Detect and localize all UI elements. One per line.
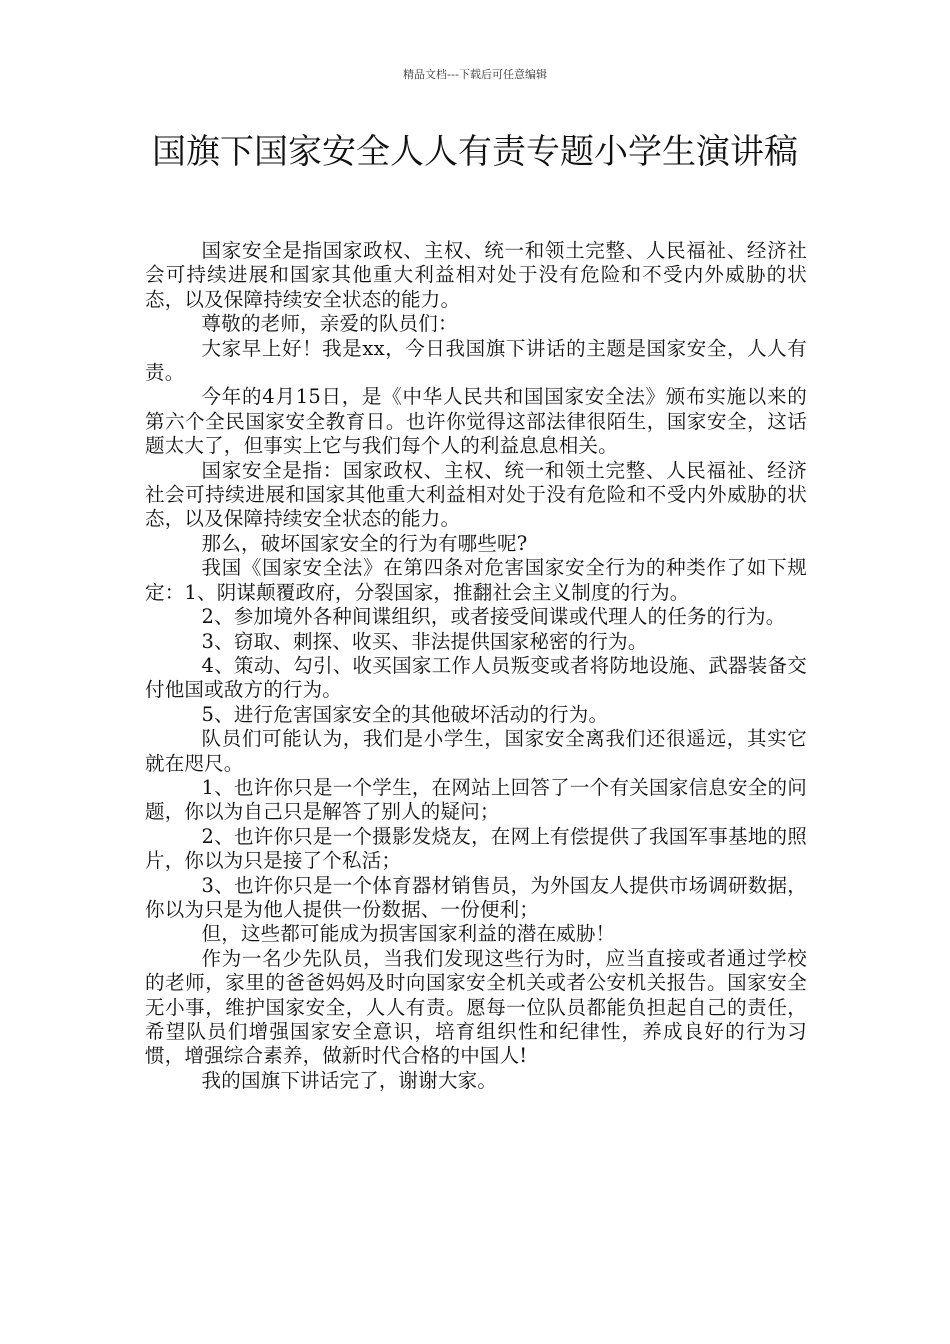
paragraph: 2、参加境外各种间谍组织，或者接受间谍或代理人的任务的行为。	[201, 605, 786, 629]
paragraph: 尊敬的老师，亲爱的队员们：	[201, 312, 458, 336]
paragraph: 今年的4月15日，是《中华人民共和国国家安全法》颁布实施以来的第六个全民国家安全教育日。也许你觉得这部法律很陌生，国家安全，这话题太大了，但事实上它与我们每个人的利益息息相关。	[145, 385, 807, 458]
paragraph: 1、也许你只是一个学生，在网站上回答了一个有关国家信息安全的问题，你以为自己只是解答了别人的疑问；	[145, 775, 807, 824]
page-title: 国旗下国家安全人人有责专题小学生演讲稿	[152, 132, 798, 172]
paragraph: 2、也许你只是一个摄影发烧友，在网上有偿提供了我国军事基地的照片，你以为只是接了个私活；	[145, 824, 807, 873]
header-note: 精品文档---下载后可任意编辑	[403, 68, 547, 81]
paragraph: 3、也许你只是一个体育器材销售员，为外国友人提供市场调研数据，你以为只是为他人提供一份数据、一份便利；	[145, 873, 807, 921]
paragraph: 国家安全是指国家政权、主权、统一和领土完整、人民福祉、经济社会可持续进展和国家其他重大利益相对处于没有危险和不受内外威胁的状态，以及保障持续安全状态的能力。	[145, 239, 807, 311]
paragraph: 大家早上好！我是xx，今日我国旗下讲话的主题是国家安全，人人有责。	[145, 336, 807, 385]
speech-body	[145, 239, 807, 1093]
paragraph: 但，这些都可能成为损害国家利益的潜在威胁！	[201, 922, 616, 946]
paragraph: 3、窃取、刺探、收买、非法提供国家秘密的行为。	[201, 629, 648, 653]
paragraph: 队员们可能认为，我们是小学生，国家安全离我们还很遥远，其实它就在咫尺。	[145, 727, 807, 775]
paragraph: 4、策动、勾引、收买国家工作人员叛变或者将防地设施、武器装备交付他国或敌方的行为。	[145, 653, 807, 702]
paragraph: 我的国旗下讲话完了，谢谢大家。	[201, 1068, 498, 1092]
paragraph: 国家安全是指：国家政权、主权、统一和领土完整、人民福祉、经济社会可持续进展和国家其他重大利益相对处于没有危险和不受内外威胁的状态，以及保障持续安全状态的能力。	[145, 458, 807, 531]
paragraph: 5、进行危害国家安全的其他破坏活动的行为。	[201, 702, 609, 726]
paragraph: 我国《国家安全法》在第四条对危害国家安全行为的种类作了如下规定：1、阴谋颠覆政府，分裂国家，推翻社会主义制度的行为。	[145, 556, 807, 604]
paragraph: 作为一名少先队员，当我们发现这些行为时，应当直接或者通过学校的老师，家里的爸爸妈妈及时向国家安全机关或者公安机关报告。国家安全无小事，维护国家安全，人人有责。愿每一位队员都能负担起自己的责任，希望队员们增强国家安全意识，培育组织性和纪律性，养成良好的行为习惯，增强综合素养，做新时代合格的中国人!	[145, 946, 807, 1068]
paragraph: 那么，破坏国家安全的行为有哪些呢?	[201, 531, 528, 555]
